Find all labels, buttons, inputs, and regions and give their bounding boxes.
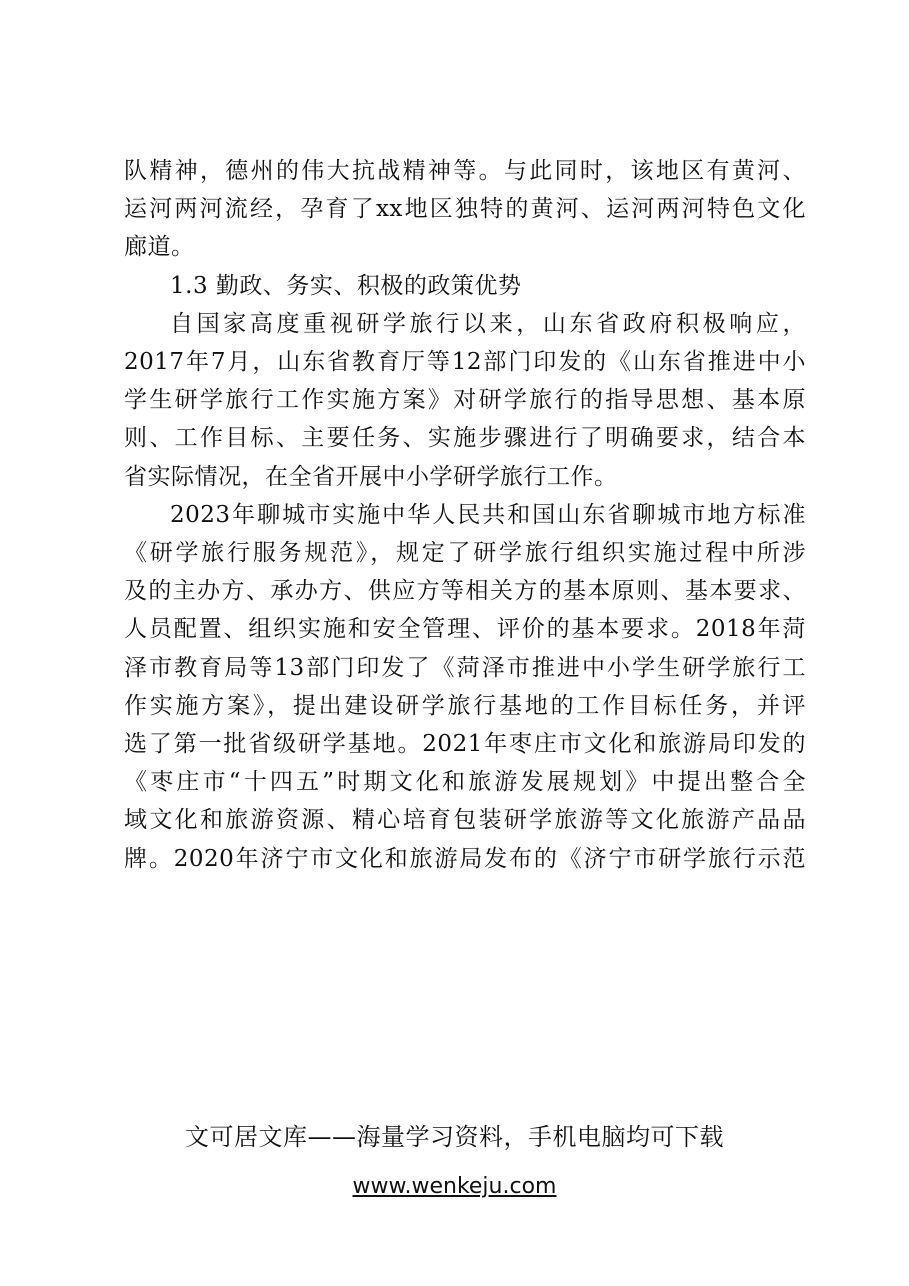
text-line: 廊道。 (124, 234, 195, 261)
text-line: 2017年7月，山东省教育厅等12部门印发的《山东省推进中小 (124, 349, 806, 376)
text-line: 省实际情况，在全省开展中小学研学旅行工作。 (124, 463, 618, 490)
text-line: 2023年聊城市实施中华人民共和国山东省聊城市地方标准 (170, 501, 806, 528)
text-line: 作实施方案》，提出建设研学旅行基地的工作目标任务，并评 (124, 692, 806, 719)
text-line: 人员配置、组织实施和安全管理、评价的基本要求。2018年菏 (124, 616, 806, 643)
section-heading: 1.3 勤政、务实、积极的政策优势 (170, 272, 522, 299)
document-body (124, 152, 806, 878)
footer-title: 文可居文库——海量学习资料，手机电脑均可下载 (185, 1123, 724, 1151)
text-line: 选了第一批省级研学基地。2021年枣庄市文化和旅游局印发的 (124, 731, 806, 758)
text-line: 学生研学旅行工作实施方案》对研学旅行的指导思想、基本原 (124, 387, 806, 414)
text-line: 域文化和旅游资源、精心培育包装研学旅游等文化旅游产品品 (124, 807, 806, 834)
text-line: 及的主办方、承办方、供应方等相关方的基本原则、基本要求、 (124, 578, 806, 605)
text-line: 《研学旅行服务规范》，规定了研学旅行组织实施过程中所涉 (124, 540, 806, 567)
footer-url-container (0, 1174, 909, 1199)
footer-url-link[interactable]: www.wenkeju.com (352, 1174, 557, 1199)
text-line: 《枣庄市“十四五”时期文化和旅游发展规划》中提出整合全 (124, 769, 806, 796)
text-line: 则、工作目标、主要任务、实施步骤进行了明确要求，结合本 (124, 425, 806, 452)
text-line: 队精神，德州的伟大抗战精神等。与此同时，该地区有黄河、 (124, 158, 806, 184)
text-line: 运河两河流经，孕育了xx地区独特的黄河、运河两河特色文化 (124, 196, 806, 223)
text-line: 牌。2020年济宁市文化和旅游局发布的《济宁市研学旅行示范 (124, 845, 806, 872)
text-line: 泽市教育局等13部门印发了《菏泽市推进中小学生研学旅行工 (124, 654, 806, 681)
text-line: 自国家高度重视研学旅行以来，山东省政府积极响应， (170, 310, 806, 337)
